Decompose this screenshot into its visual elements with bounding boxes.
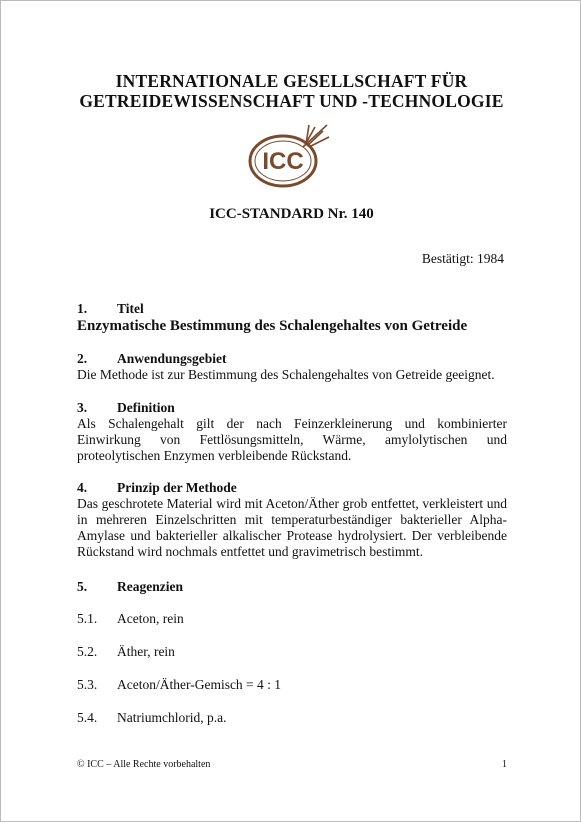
standard-number: ICC-STANDARD Nr. 140	[209, 206, 374, 222]
section-number: 1.	[77, 301, 88, 316]
section-text: Als Schalengehalt gilt der nach Feinzerkleinerung und kombinierter Einwirkung von Fettlösungsmitteln, Wärme, amylolytischen und proteolytischen Enzymen verbleibende Rückstand.	[77, 416, 507, 463]
section-3	[77, 400, 507, 464]
section-number: 2.	[77, 351, 88, 366]
org-line-2: GETREIDEWISSENSCHAFT UND -TECHNOLOGIE	[79, 91, 504, 111]
section-number: 3.	[77, 400, 88, 415]
section-1	[77, 301, 507, 335]
section-5	[77, 579, 507, 595]
section-title: Titel	[117, 301, 144, 316]
section-text: Das geschrotete Material wird mit Aceton/Äther grob entfettet, verkleistert und in mehreren Einzelschritten mit temperaturbeständiger bakterieller Alpha-Amylase und bakterieller alkalischer Protease hydrolysiert. Der verbleibende Rückstand wird nochmals entfettet und gravimetrisch bestimmt.	[77, 496, 507, 559]
organization-title	[1, 71, 581, 111]
org-line-1: INTERNATIONALE GESELLSCHAFT FÜR	[115, 71, 468, 91]
section-number: 5.	[77, 579, 88, 594]
logo-text: ICC	[262, 148, 304, 175]
reagent-item	[77, 611, 184, 627]
section-number: 4.	[77, 480, 88, 495]
document-title: Enzymatische Bestimmung des Schalengehaltes von Getreide	[77, 318, 468, 334]
reagent-number: 5.1.	[77, 611, 98, 626]
section-title: Prinzip der Methode	[117, 480, 237, 495]
reagent-item	[77, 710, 226, 726]
reagent-number: 5.4.	[77, 710, 98, 725]
reagent-text: Aceton, rein	[117, 611, 184, 626]
page-number: 1	[502, 759, 507, 770]
confirmed-date: Bestätigt: 1984	[421, 251, 504, 266]
section-title: Reagenzien	[117, 579, 183, 594]
section-title: Anwendungsgebiet	[117, 351, 227, 366]
reagent-item	[77, 677, 281, 693]
reagent-text: Äther, rein	[117, 644, 175, 659]
reagent-number: 5.3.	[77, 677, 98, 692]
reagent-text: Natriumchlorid, p.a.	[117, 710, 227, 725]
page-footer	[77, 759, 507, 770]
copyright-notice: © ICC – Alle Rechte vorbehalten	[77, 759, 211, 770]
section-2	[77, 351, 507, 383]
reagent-number: 5.2.	[77, 644, 98, 659]
section-title: Definition	[117, 400, 175, 415]
icc-logo	[243, 121, 331, 193]
section-text: Die Methode ist zur Bestimmung des Schalengehaltes von Getreide geeignet.	[77, 367, 495, 382]
section-4	[77, 480, 507, 560]
reagent-text: Aceton/Äther-Gemisch = 4 : 1	[117, 677, 282, 692]
reagent-item	[77, 644, 175, 660]
